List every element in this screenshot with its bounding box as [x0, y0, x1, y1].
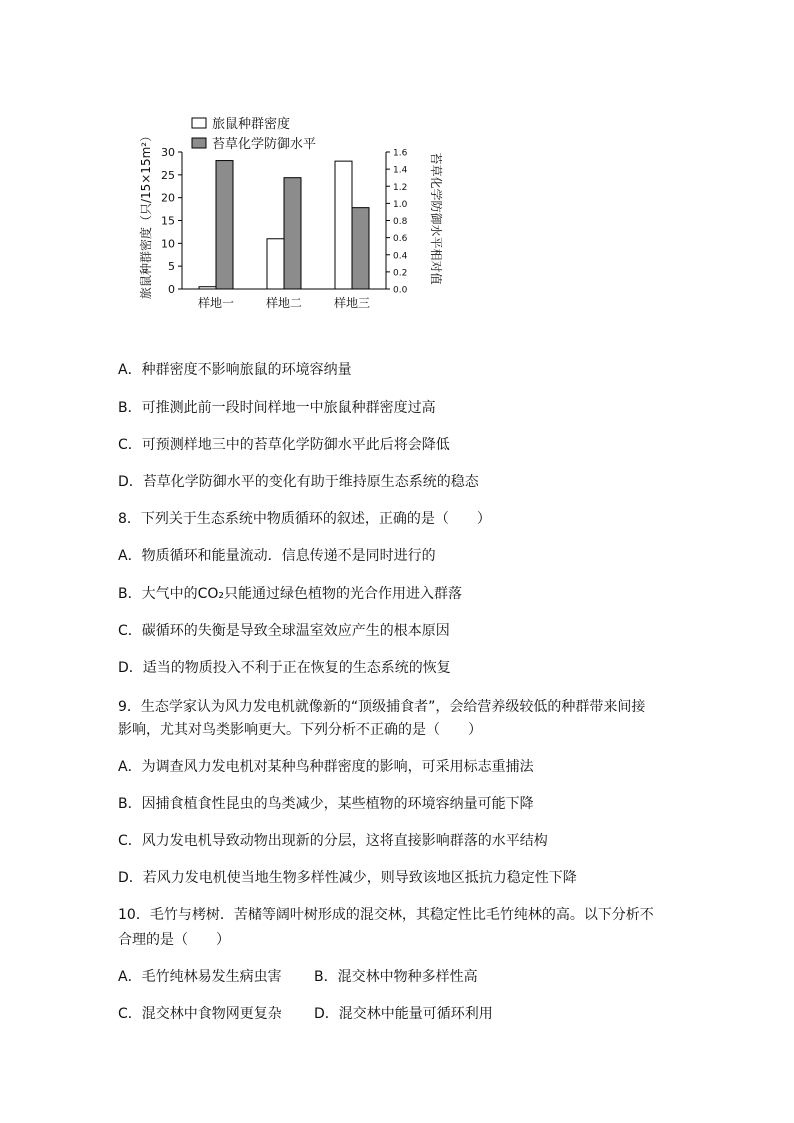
- right-tick-label: 1.0: [393, 199, 408, 210]
- q9-option-c: C．风力发电机导致动物出现新的分层，这将直接影响群落的水平结构: [118, 833, 548, 849]
- left-tick-label: 10: [161, 237, 175, 251]
- right-tick-label: 1.6: [393, 148, 408, 159]
- y-left-label: 旅鼠种群密度（只/15×15m²）: [139, 129, 153, 300]
- bar-chart: [120, 108, 450, 320]
- defense-bar: [352, 208, 369, 289]
- legend-label: 苔草化学防御水平: [212, 137, 317, 152]
- left-tick-label: 15: [161, 214, 175, 228]
- q8-option-c: C．碳循环的失衡是导致全球温室效应产生的根本原因: [118, 623, 450, 639]
- left-tick-label: 0: [168, 283, 175, 296]
- left-tick-label: 30: [161, 146, 175, 159]
- legend-swatch: [192, 138, 206, 148]
- defense-bar: [284, 178, 301, 289]
- left-tick-label: 20: [161, 191, 175, 205]
- q10-stem-line1: 10．毛竹与栲树．苦槠等阔叶树形成的混交林，其稳定性比毛竹纯林的高。以下分析不: [118, 907, 654, 923]
- legend-swatch: [192, 118, 206, 128]
- right-tick-label: 0.8: [393, 217, 408, 227]
- y-right-label: 苔草化学防御水平相对值: [429, 152, 443, 285]
- right-tick-label: 0.4: [393, 251, 408, 262]
- q9-stem-line1: 9．生态学家认为风力发电机就像新的“顶级捕食者”，会给营养级较低的种群带来间接: [118, 699, 646, 715]
- q8-stem: 8．下列关于生态系统中物质循环的叙述，正确的是（ ）: [118, 511, 491, 527]
- right-tick-label: 0.6: [393, 234, 408, 245]
- density-bar: [335, 161, 352, 289]
- category-label: 样地一: [197, 296, 235, 310]
- q10-option-a: A．毛竹纯林易发生病虫害: [118, 969, 282, 985]
- q10-option-b: B．混交林中物种多样性高: [314, 969, 478, 985]
- right-tick-label: 0.0: [393, 285, 408, 296]
- q7-option-b: B．可推测此前一段时间样地一中旅鼠种群密度过高: [118, 400, 436, 416]
- q9-stem-line2: 影响，尤其对鸟类影响更大。下列分析不正确的是（ ）: [118, 722, 482, 738]
- q8-option-d: D．适当的物质投入不利于正在恢复的生态系统的恢复: [118, 660, 451, 676]
- left-tick-label: 25: [161, 168, 175, 182]
- category-label: 样地三: [333, 296, 371, 310]
- right-tick-label: 1.2: [393, 182, 408, 193]
- q9-option-d: D．若风力发电机使当地生物多样性减少，则导致该地区抵抗力稳定性下降: [118, 870, 577, 886]
- q10-option-c: C．混交林中食物网更复杂: [118, 1006, 282, 1022]
- q10-option-d: D．混交林中能量可循环利用: [314, 1006, 493, 1022]
- left-tick-label: 5: [168, 260, 175, 274]
- category-label: 样地二: [265, 296, 303, 310]
- q9-option-b: B．因捕食植食性昆虫的鸟类减少，某些植物的环境容纳量可能下降: [118, 796, 534, 812]
- q7-option-a: A．种群密度不影响旅鼠的环境容纳量: [118, 362, 352, 378]
- right-tick-label: 1.4: [393, 165, 408, 176]
- q10-stem-line2: 合理的是（ ）: [118, 932, 230, 948]
- chart-legend: [192, 116, 316, 152]
- q7-option-c: C．可预测样地三中的苔草化学防御水平此后将会降低: [118, 437, 450, 453]
- legend-label: 旅鼠种群密度: [212, 117, 291, 132]
- defense-bar: [216, 161, 233, 289]
- q9-option-a: A．为调查风力发电机对某种鸟种群密度的影响，可采用标志重捕法: [118, 759, 534, 775]
- chart-svg: [120, 108, 450, 320]
- q8-option-a: A．物质循环和能量流动．信息传递不是同时进行的: [118, 548, 436, 564]
- chart-bars: [198, 161, 370, 310]
- density-bar: [199, 287, 216, 289]
- q8-option-b: B．大气中的CO₂只能通过绿色植物的光合作用进入群落: [118, 586, 463, 602]
- q7-option-d: D．苔草化学防御水平的变化有助于维持原生态系统的稳态: [118, 474, 479, 490]
- right-tick-label: 0.2: [393, 268, 408, 279]
- density-bar: [267, 239, 284, 289]
